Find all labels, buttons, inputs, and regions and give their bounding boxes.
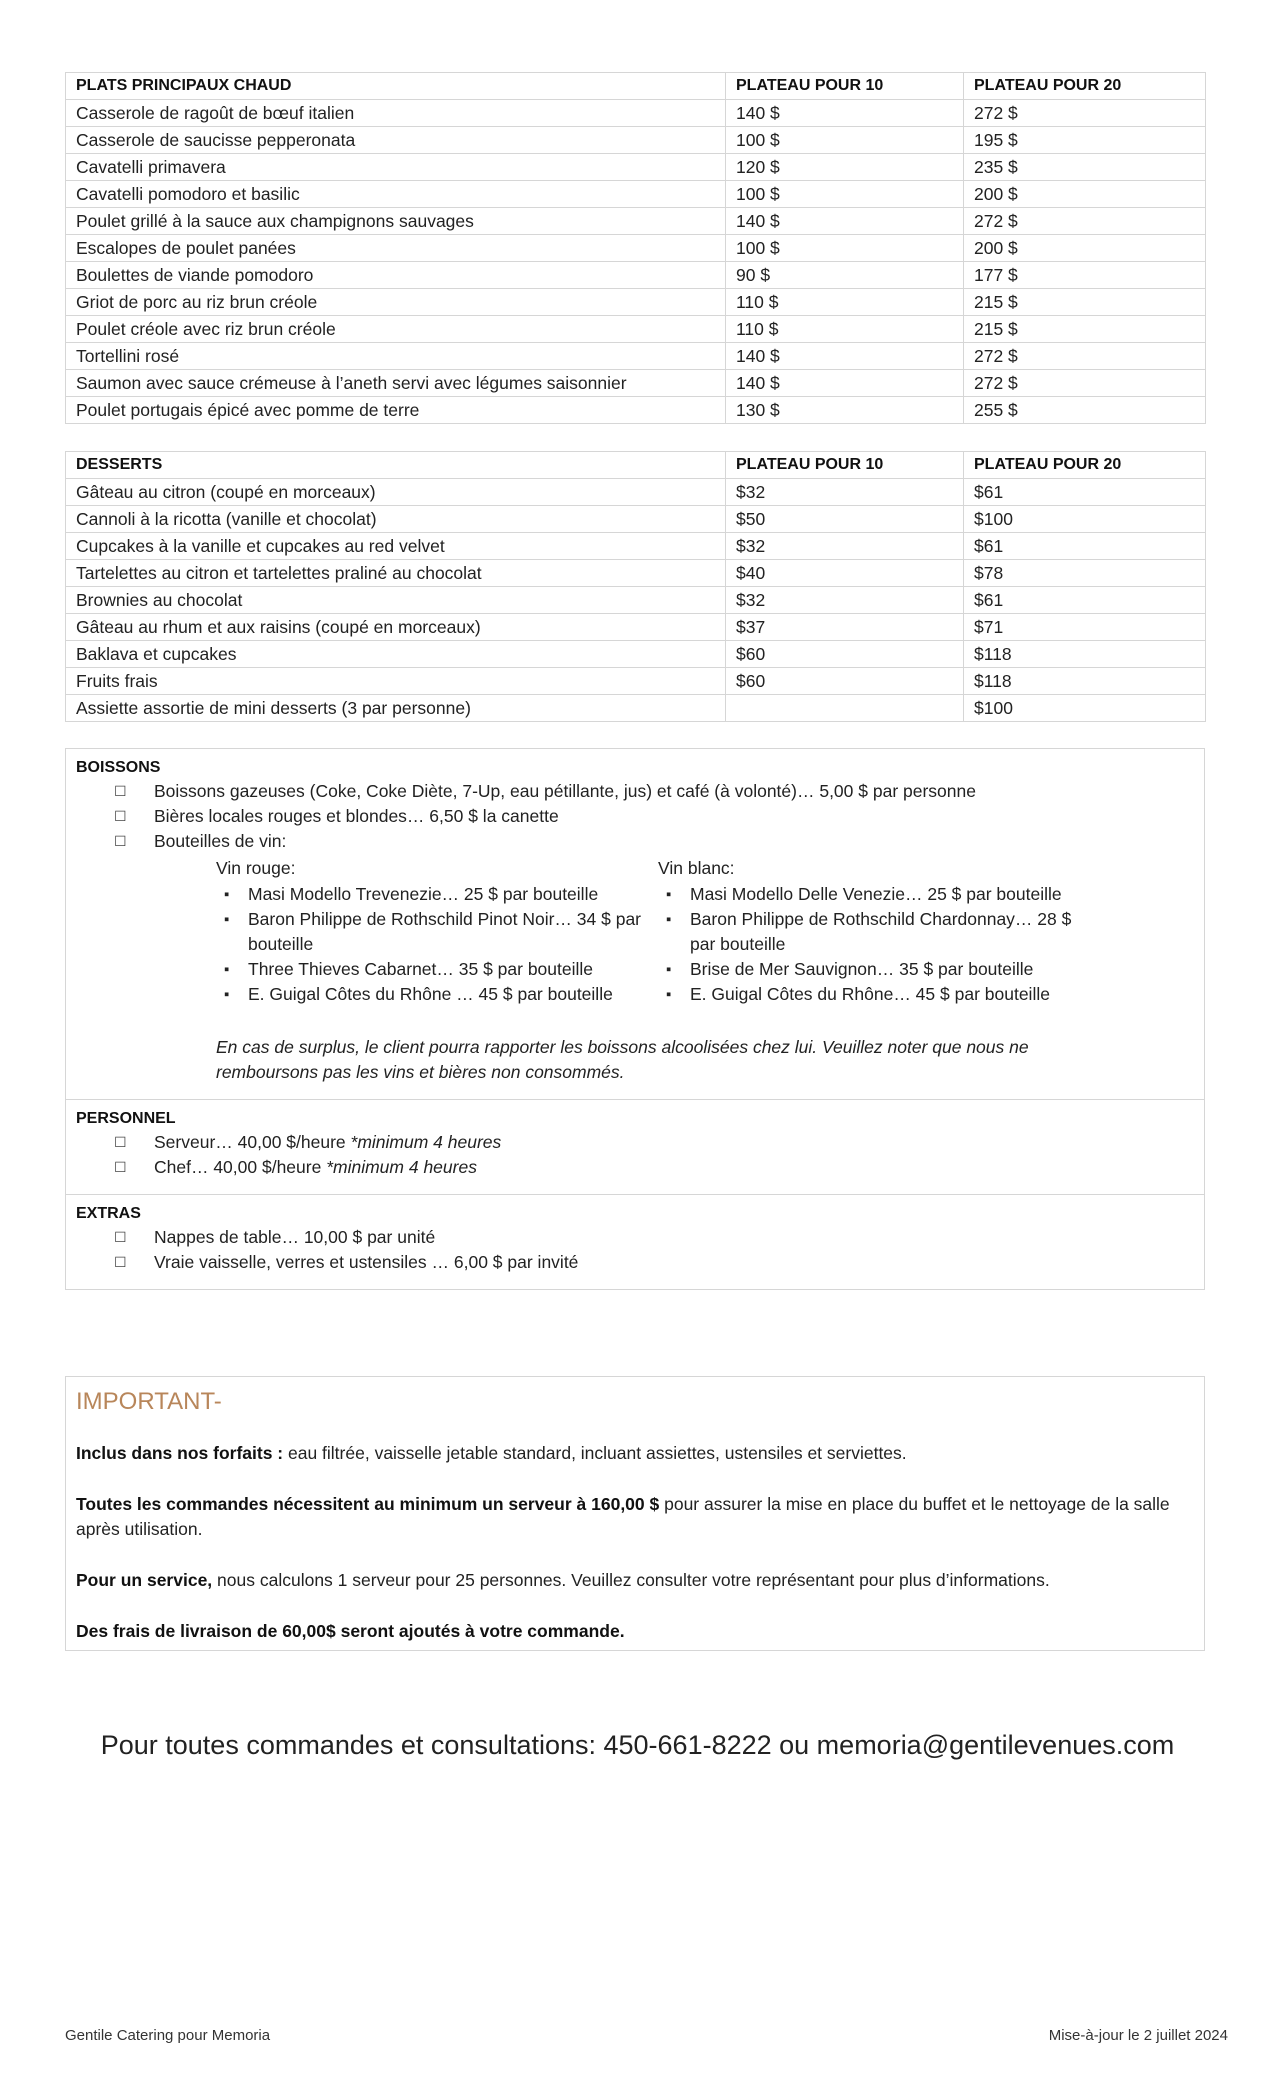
list-item [76, 1225, 1194, 1250]
dish-name: Poulet portugais épicé avec pomme de terre [66, 397, 726, 424]
price-20: 215 $ [964, 316, 1206, 343]
list-item: ▪ Masi Modello Delle Venezie… 25 $ par bouteille [680, 882, 1100, 907]
price-10: $32 [726, 479, 964, 506]
desserts-header-20: PLATEAU POUR 20 [964, 452, 1206, 479]
table-row [66, 235, 1206, 262]
price-10: 140 $ [726, 208, 964, 235]
price-20: $61 [964, 587, 1206, 614]
personnel-rate: Serveur… 40,00 $/heure [154, 1132, 351, 1152]
price-10: 140 $ [726, 370, 964, 397]
dessert-name: Cannoli à la ricotta (vanille et chocolat) [66, 506, 726, 533]
list-item: ▪ Baron Philippe de Rothschild Chardonnay… 28 $ par bouteille [680, 907, 1100, 957]
table-row [66, 587, 1206, 614]
list-item: ▪ Brise de Mer Sauvignon… 35 $ par bouteille [680, 957, 1100, 982]
boissons-title: BOISSONS [76, 759, 161, 776]
dish-name: Escalopes de poulet panées [66, 235, 726, 262]
table-row [66, 560, 1206, 587]
table-row [66, 127, 1206, 154]
boissons-section [66, 749, 1204, 1100]
price-10: 140 $ [726, 343, 964, 370]
desserts-table [65, 451, 1206, 722]
price-20: 200 $ [964, 235, 1206, 262]
service-label: Pour un service, [76, 1570, 213, 1590]
dish-name: Poulet grillé à la sauce aux champignons sauvages [66, 208, 726, 235]
personnel-text [154, 1130, 501, 1155]
price-10: $32 [726, 587, 964, 614]
table-row [66, 641, 1206, 668]
table-row [66, 668, 1206, 695]
price-10: 140 $ [726, 100, 964, 127]
price-10: $37 [726, 614, 964, 641]
checkbox-icon: ☐ [114, 1134, 127, 1150]
dish-name: Cavatelli pomodoro et basilic [66, 181, 726, 208]
dish-name: Cavatelli primavera [66, 154, 726, 181]
boisson-text: Bières locales rouges et blondes… 6,50 $ la canette [154, 806, 559, 826]
minimum-note: *minimum 4 heures [326, 1157, 477, 1177]
price-10: 120 $ [726, 154, 964, 181]
personnel-rate: Chef… 40,00 $/heure [154, 1157, 327, 1177]
menu-sheet [65, 72, 1205, 1651]
included-paragraph [76, 1441, 1194, 1466]
surplus-note: En cas de surplus, le client pourra rapporter les boissons alcoolisées chez lui. Veuillez noter que nous ne remboursons pas les vins et bières non consommés. [216, 1037, 1029, 1082]
list-item: ▪ Baron Philippe de Rothschild Pinot Noir… 34 $ par bouteille [238, 907, 658, 957]
important-title: IMPORTANT- [76, 1388, 222, 1415]
dessert-name: Gâteau au citron (coupé en morceaux) [66, 479, 726, 506]
table-row [66, 316, 1206, 343]
price-20: 177 $ [964, 262, 1206, 289]
table-row [66, 397, 1206, 424]
price-20: 272 $ [964, 370, 1206, 397]
table-row [66, 479, 1206, 506]
mains-header-dish: PLATS PRINCIPAUX CHAUD [66, 73, 726, 100]
options-box [65, 748, 1205, 1290]
checkbox-icon: ☐ [114, 783, 127, 799]
service-text: nous calculons 1 serveur pour 25 personnes. Veuillez consulter votre représentant pour plus d’informations. [212, 1570, 1050, 1590]
price-20: $100 [964, 695, 1206, 722]
price-20: 235 $ [964, 154, 1206, 181]
table-row [66, 181, 1206, 208]
price-20: 215 $ [964, 289, 1206, 316]
price-20: $118 [964, 668, 1206, 695]
list-item: ▪ E. Guigal Côtes du Rhône … 45 $ par bouteille [238, 982, 658, 1007]
checkbox-icon: ☐ [114, 833, 127, 849]
price-10: 100 $ [726, 235, 964, 262]
price-20: 255 $ [964, 397, 1206, 424]
included-text: eau filtrée, vaisselle jetable standard, incluant assiettes, ustensiles et serviettes. [283, 1443, 907, 1463]
dish-name: Saumon avec sauce crémeuse à l’aneth servi avec légumes saisonnier [66, 370, 726, 397]
price-20: $61 [964, 533, 1206, 560]
table-row [66, 695, 1206, 722]
table-row [66, 370, 1206, 397]
dessert-name: Brownies au chocolat [66, 587, 726, 614]
list-item [76, 1155, 1194, 1180]
boisson-text: Boissons gazeuses (Coke, Coke Diète, 7-Up, eau pétillante, jus) et café (à volonté)… 5,00 $ par personne [154, 781, 976, 801]
personnel-section [66, 1100, 1204, 1195]
dessert-name: Cupcakes à la vanille et cupcakes au red velvet [66, 533, 726, 560]
extras-title: EXTRAS [76, 1205, 141, 1222]
dish-name: Tortellini rosé [66, 343, 726, 370]
price-10: 100 $ [726, 181, 964, 208]
red-wine-list [216, 856, 658, 1007]
dessert-name: Assiette assortie de mini desserts (3 par personne) [66, 695, 726, 722]
price-10: 110 $ [726, 289, 964, 316]
personnel-title: PERSONNEL [76, 1110, 176, 1127]
price-10: $40 [726, 560, 964, 587]
personnel-text [154, 1155, 477, 1180]
dessert-name: Fruits frais [66, 668, 726, 695]
desserts-header-dish: DESSERTS [66, 452, 726, 479]
list-item [76, 1130, 1194, 1155]
table-row [66, 100, 1206, 127]
price-10 [726, 695, 964, 722]
mains-header-10: PLATEAU POUR 10 [726, 73, 964, 100]
delivery-paragraph [76, 1619, 1194, 1644]
checkbox-icon: ☐ [114, 808, 127, 824]
list-item: ▪ Three Thieves Cabarnet… 35 $ par bouteille [238, 957, 658, 982]
dessert-name: Tartelettes au citron et tartelettes praliné au chocolat [66, 560, 726, 587]
table-row [66, 289, 1206, 316]
price-10: 110 $ [726, 316, 964, 343]
desserts-header-10: PLATEAU POUR 10 [726, 452, 964, 479]
included-label: Inclus dans nos forfaits : [76, 1443, 284, 1463]
server-minimum-label: Toutes les commandes nécessitent au minimum un serveur à 160,00 $ [76, 1494, 660, 1514]
white-wine-list [658, 856, 1100, 1007]
dish-name: Casserole de saucisse pepperonata [66, 127, 726, 154]
price-20: 272 $ [964, 208, 1206, 235]
price-10: 130 $ [726, 397, 964, 424]
delivery-text: Des frais de livraison de 60,00$ seront ajoutés à votre commande. [76, 1621, 625, 1641]
table-row [66, 208, 1206, 235]
price-10: 100 $ [726, 127, 964, 154]
price-10: $50 [726, 506, 964, 533]
checkbox-icon: ☐ [114, 1159, 127, 1175]
list-item: ▪ Masi Modello Trevenezie… 25 $ par bouteille [238, 882, 658, 907]
boisson-text: Bouteilles de vin: [154, 831, 287, 851]
table-row [66, 343, 1206, 370]
mains-table [65, 72, 1206, 424]
footer-updated-date: Mise-à-jour le 2 juillet 2024 [1048, 2027, 1228, 2044]
list-item [76, 1250, 1194, 1275]
table-row [66, 533, 1206, 560]
service-paragraph [76, 1568, 1194, 1593]
wine-lists [76, 856, 1194, 1007]
checkbox-icon: ☐ [114, 1229, 127, 1245]
price-10: $60 [726, 668, 964, 695]
checkbox-icon: ☐ [114, 1254, 127, 1270]
price-20: $100 [964, 506, 1206, 533]
dish-name: Poulet créole avec riz brun créole [66, 316, 726, 343]
list-item [76, 804, 1194, 829]
extras-section [66, 1195, 1204, 1289]
price-10: $32 [726, 533, 964, 560]
list-item [76, 829, 1194, 854]
table-row [66, 154, 1206, 181]
dish-name: Casserole de ragoût de bœuf italien [66, 100, 726, 127]
dessert-name: Gâteau au rhum et aux raisins (coupé en morceaux) [66, 614, 726, 641]
price-20: 195 $ [964, 127, 1206, 154]
dish-name: Boulettes de viande pomodoro [66, 262, 726, 289]
extra-text: Nappes de table… 10,00 $ par unité [154, 1227, 436, 1247]
mains-header-20: PLATEAU POUR 20 [964, 73, 1206, 100]
list-item [76, 779, 1194, 804]
red-wine-title: Vin rouge: [216, 858, 296, 878]
table-row [66, 614, 1206, 641]
price-10: 90 $ [726, 262, 964, 289]
white-wine-title: Vin blanc: [658, 858, 735, 878]
table-row [66, 506, 1206, 533]
dessert-name: Baklava et cupcakes [66, 641, 726, 668]
list-item: ▪ E. Guigal Côtes du Rhône… 45 $ par bouteille [680, 982, 1100, 1007]
price-20: 272 $ [964, 100, 1206, 127]
price-20: $118 [964, 641, 1206, 668]
desserts-header-row [66, 452, 1206, 479]
footer-company: Gentile Catering pour Memoria [65, 2027, 271, 2044]
price-20: $71 [964, 614, 1206, 641]
price-10: $60 [726, 641, 964, 668]
price-20: $78 [964, 560, 1206, 587]
price-20: $61 [964, 479, 1206, 506]
dish-name: Griot de porc au riz brun créole [66, 289, 726, 316]
server-minimum-text: pour assurer la mise en place du buffet et le nettoyage de la salle après utilisation. [76, 1494, 1170, 1539]
server-minimum-paragraph [76, 1492, 1194, 1542]
important-box [65, 1376, 1205, 1651]
minimum-note: *minimum 4 heures [350, 1132, 502, 1152]
price-20: 272 $ [964, 343, 1206, 370]
table-row [66, 262, 1206, 289]
mains-header-row [66, 73, 1206, 100]
contact-line: Pour toutes commandes et consultations: 450-661-8222 ou memoria@gentilevenues.com [100, 1730, 1175, 1760]
extra-text: Vraie vaisselle, verres et ustensiles … 6,00 $ par invité [154, 1252, 579, 1272]
price-20: 200 $ [964, 181, 1206, 208]
